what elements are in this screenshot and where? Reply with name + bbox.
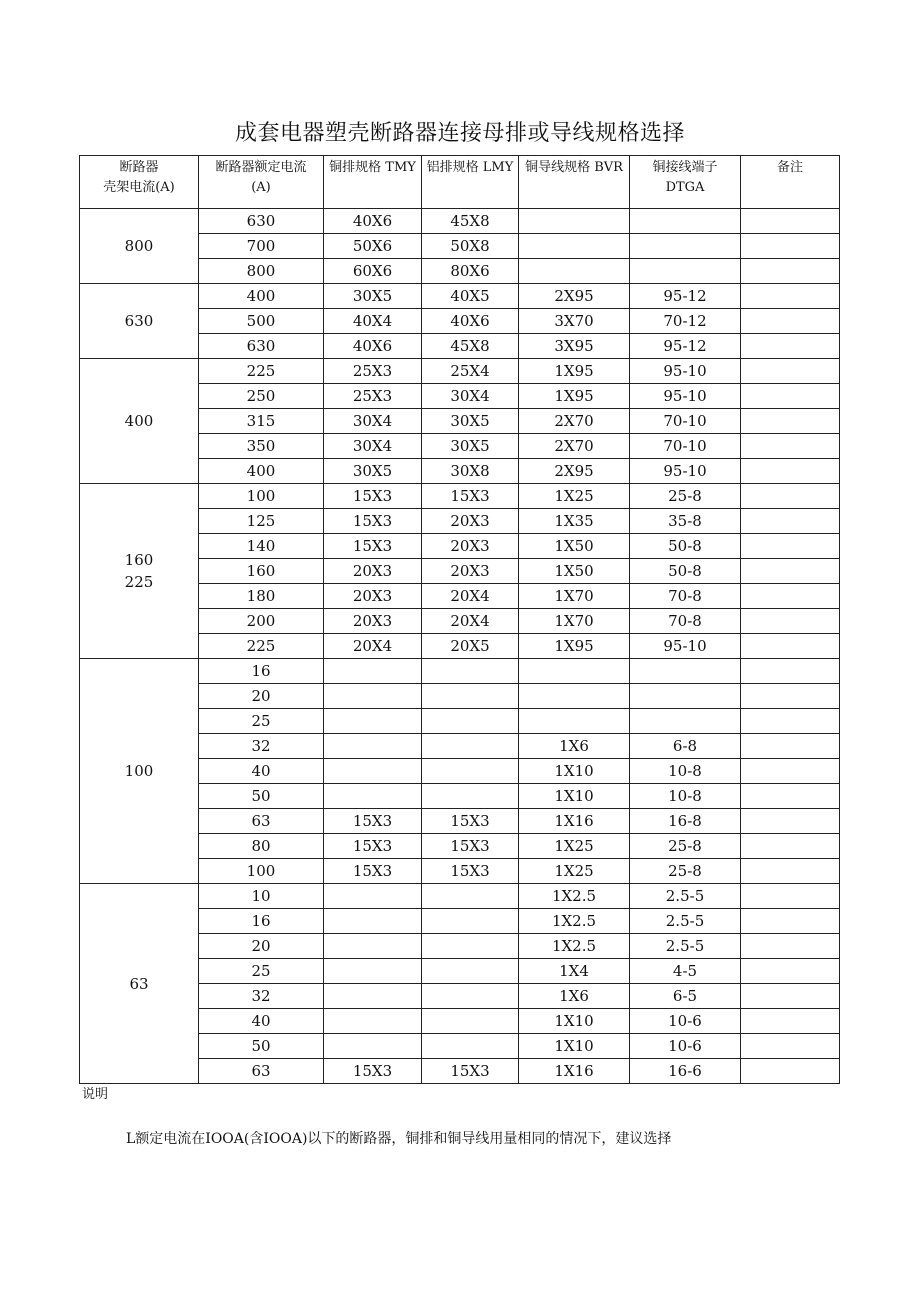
remark-cell: [741, 709, 840, 734]
table-row: [80, 209, 840, 234]
table-row: [80, 884, 840, 909]
header-rated-line1: 断路器额定电流: [215, 160, 307, 175]
copper-bar-cell: 40X6: [324, 209, 422, 234]
copper-bar-cell: [324, 959, 422, 984]
copper-wire-cell: 1X70: [519, 609, 630, 634]
copper-wire-cell: 1X10: [519, 759, 630, 784]
aluminum-bar-cell: 20X3: [422, 509, 519, 534]
copper-bar-cell: 15X3: [324, 509, 422, 534]
copper-bar-cell: 15X3: [324, 484, 422, 509]
remark-cell: [741, 409, 840, 434]
copper-wire-cell: 2X70: [519, 434, 630, 459]
rated-current-cell: 225: [199, 634, 324, 659]
rated-current-cell: 16: [199, 659, 324, 684]
copper-bar-cell: 15X3: [324, 534, 422, 559]
notes-text: L额定电流在IOOA(含IOOA)以下的断路器，铜排和铜导线用量相同的情况下，建议选择: [126, 1131, 672, 1147]
frame-current-cell: [80, 484, 199, 659]
copper-bar-cell: 40X4: [324, 309, 422, 334]
copper-bar-cell: 20X3: [324, 559, 422, 584]
header-terminal-line1: 铜接线端子: [652, 160, 718, 175]
aluminum-bar-cell: 20X3: [422, 559, 519, 584]
remark-cell: [741, 259, 840, 284]
terminal-cell: 70-12: [630, 309, 741, 334]
terminal-cell: 10-8: [630, 784, 741, 809]
copper-bar-cell: [324, 784, 422, 809]
header-copper-wire-label: 铜导线规格 BVR: [525, 160, 623, 175]
aluminum-bar-cell: [422, 684, 519, 709]
rated-current-cell: 80: [199, 834, 324, 859]
copper-wire-cell: 1X10: [519, 1009, 630, 1034]
copper-bar-cell: 30X5: [324, 459, 422, 484]
terminal-cell: 50-8: [630, 534, 741, 559]
rated-current-cell: 200: [199, 609, 324, 634]
aluminum-bar-cell: 15X3: [422, 809, 519, 834]
aluminum-bar-cell: 15X3: [422, 834, 519, 859]
table-row: [80, 359, 840, 384]
copper-bar-cell: 30X4: [324, 409, 422, 434]
copper-bar-cell: [324, 759, 422, 784]
copper-wire-cell: 1X2.5: [519, 909, 630, 934]
aluminum-bar-cell: [422, 909, 519, 934]
remark-cell: [741, 334, 840, 359]
aluminum-bar-cell: 20X4: [422, 584, 519, 609]
copper-wire-cell: 1X25: [519, 859, 630, 884]
remark-cell: [741, 509, 840, 534]
copper-wire-cell: [519, 259, 630, 284]
copper-bar-cell: 15X3: [324, 1059, 422, 1084]
aluminum-bar-cell: 30X5: [422, 409, 519, 434]
copper-wire-cell: 1X2.5: [519, 934, 630, 959]
terminal-cell: 6-8: [630, 734, 741, 759]
terminal-cell: [630, 659, 741, 684]
aluminum-bar-cell: [422, 1034, 519, 1059]
copper-bar-cell: [324, 709, 422, 734]
aluminum-bar-cell: [422, 734, 519, 759]
terminal-cell: 2.5-5: [630, 934, 741, 959]
terminal-cell: 16-6: [630, 1059, 741, 1084]
copper-bar-cell: [324, 984, 422, 1009]
terminal-cell: 95-10: [630, 634, 741, 659]
rated-current-cell: 140: [199, 534, 324, 559]
copper-wire-cell: 3X70: [519, 309, 630, 334]
copper-wire-cell: [519, 234, 630, 259]
copper-wire-cell: [519, 659, 630, 684]
terminal-cell: 16-8: [630, 809, 741, 834]
frame-current-value: 800: [124, 237, 154, 255]
terminal-cell: 95-12: [630, 284, 741, 309]
aluminum-bar-cell: 80X6: [422, 259, 519, 284]
header-terminal-line2: DTGA: [665, 180, 705, 195]
copper-bar-cell: [324, 934, 422, 959]
frame-current-cell: [80, 359, 199, 484]
rated-current-cell: 20: [199, 684, 324, 709]
copper-wire-cell: [519, 709, 630, 734]
copper-wire-cell: 1X16: [519, 809, 630, 834]
header-row: [80, 156, 840, 209]
remark-cell: [741, 384, 840, 409]
remark-cell: [741, 534, 840, 559]
rated-current-cell: 25: [199, 709, 324, 734]
copper-bar-cell: 15X3: [324, 859, 422, 884]
remark-cell: [741, 484, 840, 509]
copper-wire-cell: 1X95: [519, 384, 630, 409]
rated-current-cell: 700: [199, 234, 324, 259]
copper-wire-cell: 1X25: [519, 834, 630, 859]
copper-bar-cell: 25X3: [324, 384, 422, 409]
spec-table: [79, 155, 840, 1084]
rated-current-cell: 63: [199, 1059, 324, 1084]
terminal-cell: [630, 234, 741, 259]
rated-current-cell: 500: [199, 309, 324, 334]
aluminum-bar-cell: 45X8: [422, 209, 519, 234]
copper-wire-cell: 1X50: [519, 534, 630, 559]
terminal-cell: 25-8: [630, 834, 741, 859]
copper-wire-cell: 1X95: [519, 359, 630, 384]
rated-current-cell: 315: [199, 409, 324, 434]
terminal-cell: 95-10: [630, 459, 741, 484]
rated-current-cell: 630: [199, 334, 324, 359]
terminal-cell: 6-5: [630, 984, 741, 1009]
aluminum-bar-cell: 20X3: [422, 534, 519, 559]
header-frame-line1: 断路器: [119, 160, 159, 175]
spec-table-body: [80, 209, 840, 1084]
header-rated-current: [199, 156, 324, 209]
rated-current-cell: 250: [199, 384, 324, 409]
remark-cell: [741, 884, 840, 909]
aluminum-bar-cell: 30X8: [422, 459, 519, 484]
copper-bar-cell: [324, 1009, 422, 1034]
terminal-cell: 25-8: [630, 859, 741, 884]
terminal-cell: 2.5-5: [630, 909, 741, 934]
remark-cell: [741, 684, 840, 709]
rated-current-cell: 350: [199, 434, 324, 459]
table-row: [80, 659, 840, 684]
copper-bar-cell: [324, 909, 422, 934]
aluminum-bar-cell: 30X4: [422, 384, 519, 409]
copper-wire-cell: 1X4: [519, 959, 630, 984]
copper-bar-cell: 40X6: [324, 334, 422, 359]
terminal-cell: [630, 709, 741, 734]
aluminum-bar-cell: 50X8: [422, 234, 519, 259]
frame-current-value: 400: [124, 412, 154, 430]
frame-current-cell: [80, 884, 199, 1084]
copper-bar-cell: [324, 734, 422, 759]
terminal-cell: 35-8: [630, 509, 741, 534]
header-copper-bar-label: 铜排规格 TMY: [329, 160, 416, 175]
frame-current-cell: [80, 284, 199, 359]
remark-cell: [741, 234, 840, 259]
remark-cell: [741, 759, 840, 784]
terminal-cell: 50-8: [630, 559, 741, 584]
remark-cell: [741, 984, 840, 1009]
copper-wire-cell: 1X35: [519, 509, 630, 534]
aluminum-bar-cell: [422, 709, 519, 734]
remark-cell: [741, 959, 840, 984]
table-row: [80, 284, 840, 309]
rated-current-cell: 160: [199, 559, 324, 584]
copper-bar-cell: 20X3: [324, 584, 422, 609]
terminal-cell: 10-8: [630, 759, 741, 784]
rated-current-cell: 32: [199, 734, 324, 759]
header-remark-label: 备注: [776, 160, 803, 175]
aluminum-bar-cell: [422, 984, 519, 1009]
rated-current-cell: 50: [199, 784, 324, 809]
copper-bar-cell: 15X3: [324, 809, 422, 834]
terminal-cell: [630, 209, 741, 234]
copper-wire-cell: 3X95: [519, 334, 630, 359]
remark-cell: [741, 434, 840, 459]
copper-wire-cell: 1X2.5: [519, 884, 630, 909]
aluminum-bar-cell: [422, 784, 519, 809]
copper-wire-cell: 2X70: [519, 409, 630, 434]
remark-cell: [741, 1034, 840, 1059]
rated-current-cell: 225: [199, 359, 324, 384]
aluminum-bar-cell: [422, 934, 519, 959]
header-terminal: [630, 156, 741, 209]
aluminum-bar-cell: [422, 884, 519, 909]
frame-current-value: 630: [124, 312, 154, 330]
remark-cell: [741, 609, 840, 634]
remark-cell: [741, 784, 840, 809]
terminal-cell: 4-5: [630, 959, 741, 984]
rated-current-cell: 630: [199, 209, 324, 234]
terminal-cell: 70-8: [630, 584, 741, 609]
copper-bar-cell: [324, 884, 422, 909]
copper-bar-cell: 30X5: [324, 284, 422, 309]
copper-wire-cell: 1X10: [519, 784, 630, 809]
table-row: [80, 484, 840, 509]
copper-wire-cell: 1X50: [519, 559, 630, 584]
aluminum-bar-cell: 45X8: [422, 334, 519, 359]
copper-bar-cell: [324, 1034, 422, 1059]
document-title: 成套电器塑壳断路器连接母排或导线规格选择: [234, 121, 685, 146]
remark-cell: [741, 1059, 840, 1084]
rated-current-cell: 50: [199, 1034, 324, 1059]
rated-current-cell: 400: [199, 459, 324, 484]
aluminum-bar-cell: [422, 959, 519, 984]
terminal-cell: 2.5-5: [630, 884, 741, 909]
header-copper-bar: [324, 156, 422, 209]
terminal-cell: 95-12: [630, 334, 741, 359]
copper-wire-cell: [519, 209, 630, 234]
rated-current-cell: 63: [199, 809, 324, 834]
aluminum-bar-cell: 30X5: [422, 434, 519, 459]
rated-current-cell: 800: [199, 259, 324, 284]
header-aluminum-bar-label: 铝排规格 LMY: [426, 160, 514, 175]
remark-cell: [741, 934, 840, 959]
rated-current-cell: 100: [199, 484, 324, 509]
copper-wire-cell: 1X10: [519, 1034, 630, 1059]
copper-bar-cell: [324, 659, 422, 684]
rated-current-cell: 40: [199, 1009, 324, 1034]
remark-cell: [741, 359, 840, 384]
header-copper-wire: [519, 156, 630, 209]
terminal-cell: 95-10: [630, 384, 741, 409]
copper-bar-cell: [324, 684, 422, 709]
rated-current-cell: 40: [199, 759, 324, 784]
aluminum-bar-cell: 25X4: [422, 359, 519, 384]
frame-current-cell: [80, 659, 199, 884]
header-aluminum-bar: [422, 156, 519, 209]
copper-wire-cell: 2X95: [519, 459, 630, 484]
frame-current-value: 63: [129, 974, 149, 993]
aluminum-bar-cell: 40X5: [422, 284, 519, 309]
rated-current-cell: 125: [199, 509, 324, 534]
header-rated-line2: (A): [251, 180, 271, 195]
header-remark: [741, 156, 840, 209]
aluminum-bar-cell: [422, 759, 519, 784]
terminal-cell: 10-6: [630, 1034, 741, 1059]
header-frame-line2: 壳架电流(A): [103, 180, 175, 195]
copper-wire-cell: 1X25: [519, 484, 630, 509]
terminal-cell: [630, 259, 741, 284]
copper-wire-cell: 2X95: [519, 284, 630, 309]
aluminum-bar-cell: 15X3: [422, 1059, 519, 1084]
frame-current-cell: [80, 209, 199, 284]
copper-bar-cell: 30X4: [324, 434, 422, 459]
aluminum-bar-cell: 15X3: [422, 484, 519, 509]
terminal-cell: 70-8: [630, 609, 741, 634]
remark-cell: [741, 1009, 840, 1034]
terminal-cell: 25-8: [630, 484, 741, 509]
aluminum-bar-cell: [422, 659, 519, 684]
aluminum-bar-cell: [422, 1009, 519, 1034]
terminal-cell: 70-10: [630, 409, 741, 434]
copper-bar-cell: 25X3: [324, 359, 422, 384]
copper-bar-cell: 60X6: [324, 259, 422, 284]
copper-wire-cell: 1X70: [519, 584, 630, 609]
remark-cell: [741, 209, 840, 234]
rated-current-cell: 16: [199, 909, 324, 934]
rated-current-cell: 400: [199, 284, 324, 309]
remark-cell: [741, 459, 840, 484]
notes-label: 说明: [82, 1087, 109, 1102]
rated-current-cell: 32: [199, 984, 324, 1009]
remark-cell: [741, 584, 840, 609]
copper-wire-cell: 1X95: [519, 634, 630, 659]
copper-bar-cell: 20X4: [324, 634, 422, 659]
remark-cell: [741, 309, 840, 334]
copper-bar-cell: 20X3: [324, 609, 422, 634]
remark-cell: [741, 284, 840, 309]
remark-cell: [741, 634, 840, 659]
remark-cell: [741, 909, 840, 934]
terminal-cell: 95-10: [630, 359, 741, 384]
rated-current-cell: 20: [199, 934, 324, 959]
remark-cell: [741, 734, 840, 759]
rated-current-cell: 25: [199, 959, 324, 984]
terminal-cell: 10-6: [630, 1009, 741, 1034]
copper-wire-cell: [519, 684, 630, 709]
aluminum-bar-cell: 20X4: [422, 609, 519, 634]
copper-bar-cell: 50X6: [324, 234, 422, 259]
rated-current-cell: 10: [199, 884, 324, 909]
terminal-cell: [630, 684, 741, 709]
aluminum-bar-cell: 20X5: [422, 634, 519, 659]
remark-cell: [741, 834, 840, 859]
rated-current-cell: 100: [199, 859, 324, 884]
aluminum-bar-cell: 15X3: [422, 859, 519, 884]
frame-current-value: 160: [124, 551, 154, 569]
copper-wire-cell: 1X6: [519, 984, 630, 1009]
copper-wire-cell: 1X16: [519, 1059, 630, 1084]
remark-cell: [741, 809, 840, 834]
frame-current-value: 225: [124, 573, 154, 591]
copper-bar-cell: 15X3: [324, 834, 422, 859]
terminal-cell: 70-10: [630, 434, 741, 459]
remark-cell: [741, 659, 840, 684]
frame-current-value: 100: [124, 762, 154, 780]
header-frame-current: [80, 156, 199, 209]
rated-current-cell: 180: [199, 584, 324, 609]
remark-cell: [741, 559, 840, 584]
copper-wire-cell: 1X6: [519, 734, 630, 759]
remark-cell: [741, 859, 840, 884]
aluminum-bar-cell: 40X6: [422, 309, 519, 334]
